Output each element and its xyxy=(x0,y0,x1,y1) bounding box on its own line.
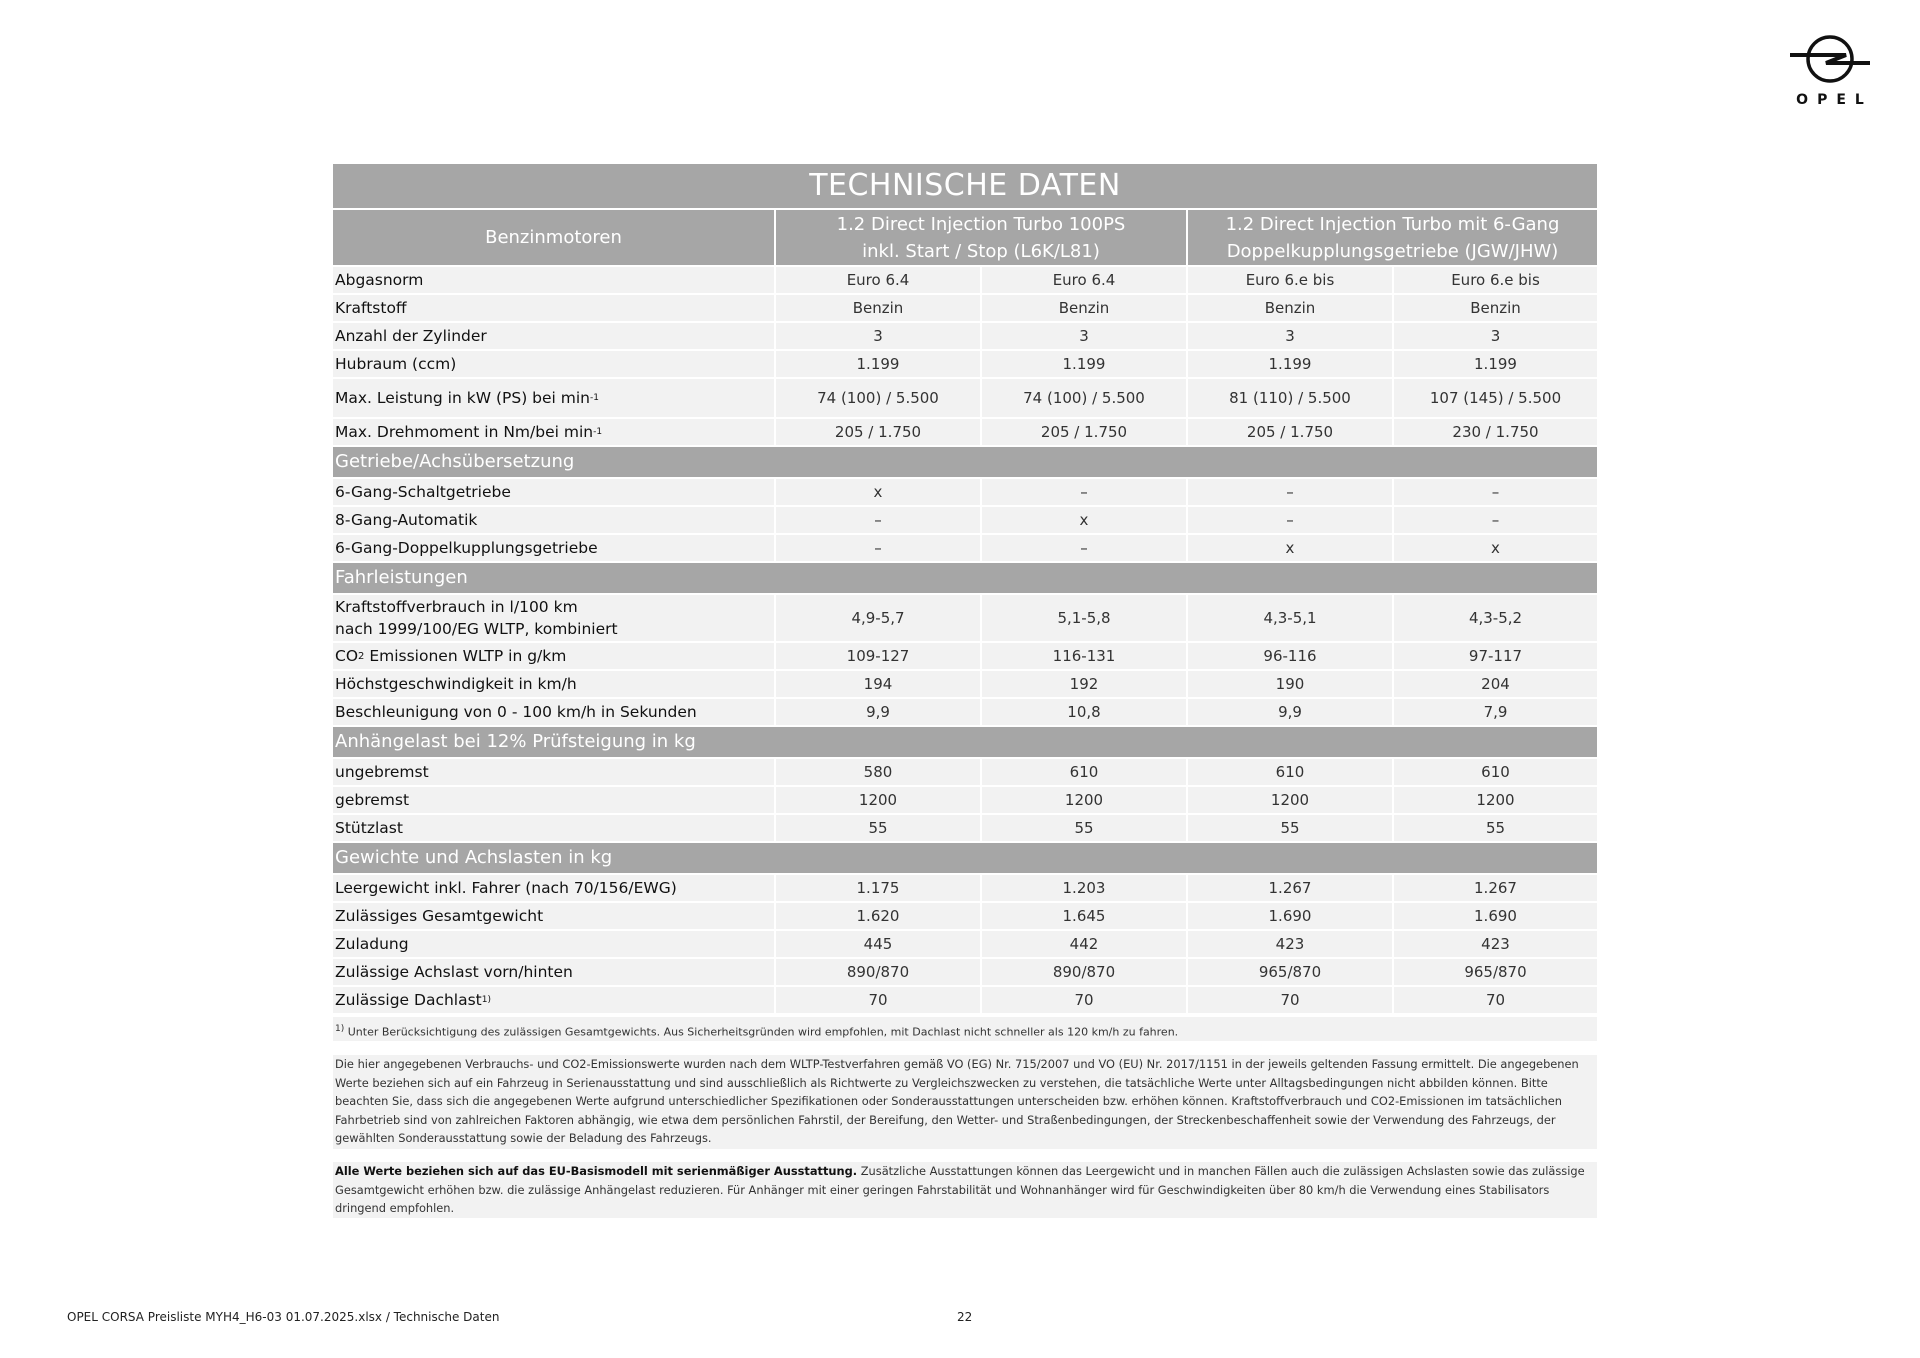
table-cell: 1.203 xyxy=(980,873,1186,901)
table-cell: 1200 xyxy=(1186,785,1392,813)
footnote-text: Unter Berücksichtigung des zulässigen Gesamtgewichts. Aus Sicherheitsgründen wird empfohlen, mit Dachlast nicht schneller als 120 km/h zu fahren. xyxy=(344,1025,1179,1039)
brand-wordmark: OPEL xyxy=(1796,92,1873,108)
table-cell: Benzin xyxy=(1186,293,1392,321)
table-cell: 70 xyxy=(1392,985,1597,1013)
wltp-note: Die hier angegebenen Verbrauchs- und CO2-Emissionswerte wurden nach dem WLTP-Testverfahren gemäß VO (EG) Nr. 715/2007 und VO (EU) Nr. 2017/1151 in der jeweils geltenden Fassung ermittelt. Die angegebenen Werte beziehen sich auf ein Fahrzeug in Serienausstattung und sind ausschließlich als Richtwerte zu Vergleichszwecken zu verstehen, die tatsächliche Werte unter Alltagsbedingungen nicht abbilden können. Bitte beachten Sie, dass sich die angegebenen Werte aufgrund unterschiedlicher Spezifikationen oder Sonderausstattungen unterscheiden bzw. erhöhen können. Kraftstoffverbrauch und CO2-Emissionen im tatsächlichen Fahrbetrieb sind von zahlreichen Faktoren abhängig, wie etwa dem persönlichen Fahrstil, der Bereifung, den Wetter- und Straßenbedingungen, der Streckenbeschaffenheit sowie der Verwendung des Fahrzeugs, der gewählten Sonderausstattung sowie der Beladung des Fahrzeugs. xyxy=(333,1055,1597,1149)
table-cell: – xyxy=(774,533,980,561)
table-cell: x xyxy=(980,505,1186,533)
table-cell: 423 xyxy=(1392,929,1597,957)
table-cell: 1.175 xyxy=(774,873,980,901)
opel-blitz-icon xyxy=(1788,30,1872,88)
row-label-sub: 2 xyxy=(358,650,365,662)
row-label-text: Zulässiges Gesamtgewicht xyxy=(335,907,544,925)
table-cell: 445 xyxy=(774,929,980,957)
table-cell: – xyxy=(774,505,980,533)
row-label-text: 8-Gang-Automatik xyxy=(335,511,478,529)
footnote xyxy=(333,1017,1597,1041)
table-cell: 3 xyxy=(980,321,1186,349)
row-label-text: gebremst xyxy=(335,791,410,809)
table-cell: 1.645 xyxy=(980,901,1186,929)
table-cell: 116-131 xyxy=(980,641,1186,669)
row-label-post: Emissionen WLTP in g/km xyxy=(364,647,567,665)
table-cell: Euro 6.4 xyxy=(774,265,980,293)
table-cell: Benzin xyxy=(774,293,980,321)
row-label-text: 6-Gang-Schaltgetriebe xyxy=(335,483,511,501)
header-engine-1-line-2: inkl. Start / Stop (L6K/L81) xyxy=(862,240,1100,262)
row-label-sup: -1 xyxy=(593,427,603,437)
header-engine-1-line-1: 1.2 Direct Injection Turbo 100PS xyxy=(836,213,1126,235)
table-cell: 442 xyxy=(980,929,1186,957)
row-label xyxy=(333,757,774,785)
header-engine-1 xyxy=(774,208,1186,265)
table-cell: – xyxy=(1186,477,1392,505)
table-cell: 1.199 xyxy=(1392,349,1597,377)
table-cell: 4,3-5,2 xyxy=(1392,593,1597,641)
row-label xyxy=(333,533,774,561)
row-label-pre: CO xyxy=(335,647,359,665)
row-label-text: Beschleunigung von 0 - 100 km/h in Sekunden xyxy=(335,703,697,721)
table-cell: 55 xyxy=(1392,813,1597,841)
table-cell: 1.267 xyxy=(1392,873,1597,901)
table-cell: 96-116 xyxy=(1186,641,1392,669)
row-label-text: Max. Drehmoment in Nm/bei min xyxy=(335,423,594,441)
table-cell: – xyxy=(980,477,1186,505)
table-cell: 3 xyxy=(1392,321,1597,349)
basis-note-bold: Alle Werte beziehen sich auf das EU-Basismodell mit serienmäßiger Ausstattung. xyxy=(335,1164,858,1178)
page-number: 22 xyxy=(957,1310,973,1324)
header-label: Benzinmotoren xyxy=(333,208,774,265)
row-label xyxy=(333,669,774,697)
table-cell: 1200 xyxy=(1392,785,1597,813)
row-label-text: Stützlast xyxy=(335,819,403,837)
table-cell: 1.690 xyxy=(1186,901,1392,929)
table-cell: 7,9 xyxy=(1392,697,1597,725)
row-label-text: Kraftstoff xyxy=(335,299,407,317)
table-cell: Euro 6.e bis xyxy=(1392,265,1597,293)
row-label-sup: 1) xyxy=(481,995,491,1005)
table-cell: 205 / 1.750 xyxy=(980,417,1186,445)
row-label xyxy=(333,697,774,725)
row-label-text: 6-Gang-Doppelkupplungsgetriebe xyxy=(335,539,598,557)
table-cell: – xyxy=(1186,505,1392,533)
table-cell: 3 xyxy=(1186,321,1392,349)
row-label xyxy=(333,873,774,901)
table-cell: 4,3-5,1 xyxy=(1186,593,1392,641)
table-cell: Benzin xyxy=(1392,293,1597,321)
row-label xyxy=(333,929,774,957)
table-cell: 55 xyxy=(774,813,980,841)
tech-data-table xyxy=(333,164,1597,1013)
table-cell: Euro 6.e bis xyxy=(1186,265,1392,293)
table-cell: 205 / 1.750 xyxy=(774,417,980,445)
table-cell: 205 / 1.750 xyxy=(1186,417,1392,445)
table-cell: Euro 6.4 xyxy=(980,265,1186,293)
row-label xyxy=(333,477,774,505)
table-cell: 1.199 xyxy=(774,349,980,377)
table-cell: 1.199 xyxy=(980,349,1186,377)
basis-note xyxy=(333,1162,1597,1218)
header-engine-2-line-2: Doppelkupplungsgetriebe (JGW/JHW) xyxy=(1226,240,1559,262)
row-label xyxy=(333,785,774,813)
row-label-text: Zulässige Dachlast xyxy=(335,991,482,1009)
row-label-text: Höchstgeschwindigkeit in km/h xyxy=(335,675,577,693)
table-cell: 1.267 xyxy=(1186,873,1392,901)
table-cell: 70 xyxy=(980,985,1186,1013)
table-cell: 70 xyxy=(1186,985,1392,1013)
table-cell: x xyxy=(1392,533,1597,561)
section-header: Getriebe/Achsübersetzung xyxy=(333,445,1597,477)
table-cell: 9,9 xyxy=(774,697,980,725)
table-title: TECHNISCHE DATEN xyxy=(333,164,1597,208)
table-cell: Benzin xyxy=(980,293,1186,321)
table-cell: 204 xyxy=(1392,669,1597,697)
section-header: Fahrleistungen xyxy=(333,561,1597,593)
table-cell: 1200 xyxy=(774,785,980,813)
row-label xyxy=(333,321,774,349)
row-label-line: Kraftstoffverbrauch in l/100 km xyxy=(335,598,578,616)
row-label-text: Max. Leistung in kW (PS) bei min xyxy=(335,389,591,407)
row-label-text: Zuladung xyxy=(335,935,409,953)
row-label xyxy=(333,901,774,929)
row-label xyxy=(333,417,774,445)
table-cell: 107 (145) / 5.500 xyxy=(1392,377,1597,417)
row-label xyxy=(333,957,774,985)
row-label-text: ungebremst xyxy=(335,763,429,781)
table-cell: 74 (100) / 5.500 xyxy=(980,377,1186,417)
table-cell: x xyxy=(774,477,980,505)
table-cell: 1.199 xyxy=(1186,349,1392,377)
table-cell: 5,1-5,8 xyxy=(980,593,1186,641)
row-label xyxy=(333,505,774,533)
row-label xyxy=(333,641,774,669)
table-cell: 55 xyxy=(1186,813,1392,841)
row-label-text: Anzahl der Zylinder xyxy=(335,327,487,345)
table-cell: 192 xyxy=(980,669,1186,697)
table-cell: 580 xyxy=(774,757,980,785)
footer-source: OPEL CORSA Preisliste MYH4_H6-03 01.07.2025.xlsx / Technische Daten xyxy=(67,1310,500,1324)
table-cell: 81 (110) / 5.500 xyxy=(1186,377,1392,417)
table-cell: 1.690 xyxy=(1392,901,1597,929)
section-header: Anhängelast bei 12% Prüfsteigung in kg xyxy=(333,725,1597,757)
table-cell: x xyxy=(1186,533,1392,561)
row-label-text: Abgasnorm xyxy=(335,271,424,289)
footnote-mark: 1) xyxy=(335,1024,345,1034)
table-grid xyxy=(333,208,1597,1013)
table-cell: 55 xyxy=(980,813,1186,841)
table-cell: – xyxy=(1392,477,1597,505)
table-cell: 610 xyxy=(980,757,1186,785)
table-cell: 109-127 xyxy=(774,641,980,669)
table-cell: 70 xyxy=(774,985,980,1013)
table-cell: – xyxy=(980,533,1186,561)
row-label xyxy=(333,985,774,1013)
section-header: Gewichte und Achslasten in kg xyxy=(333,841,1597,873)
table-cell: 890/870 xyxy=(774,957,980,985)
row-label-line: nach 1999/100/EG WLTP, kombiniert xyxy=(335,620,618,638)
row-label xyxy=(333,265,774,293)
table-cell: – xyxy=(1392,505,1597,533)
basis-note-text: Zusätzliche Ausstattungen können das Leergewicht und in manchen Fällen auch die zulässigen Achslasten sowie das zulässige Gesamtgewicht erhöhen bzw. die zulässige Anhängelast reduzieren. Für Anhänger mit einer geringen Fahrstabilität und Wohnanhänger wird für Geschwindigkeiten über 80 km/h die Verwendung eines Stabilisators dringend empfohlen. xyxy=(335,1164,1585,1216)
opel-logo xyxy=(1785,30,1875,110)
table-cell: 965/870 xyxy=(1392,957,1597,985)
table-cell: 610 xyxy=(1392,757,1597,785)
table-cell: 965/870 xyxy=(1186,957,1392,985)
table-cell: 9,9 xyxy=(1186,697,1392,725)
table-cell: 1200 xyxy=(980,785,1186,813)
row-label xyxy=(333,349,774,377)
table-cell: 194 xyxy=(774,669,980,697)
row-label-sup: -1 xyxy=(590,393,599,403)
row-label xyxy=(333,593,774,641)
header-engine-2 xyxy=(1186,208,1597,265)
row-label xyxy=(333,377,774,417)
table-cell: 3 xyxy=(774,321,980,349)
row-label xyxy=(333,293,774,321)
row-label xyxy=(333,813,774,841)
row-label-text: Hubraum (ccm) xyxy=(335,355,457,373)
table-cell: 10,8 xyxy=(980,697,1186,725)
table-cell: 4,9-5,7 xyxy=(774,593,980,641)
row-label-text: Leergewicht inkl. Fahrer (nach 70/156/EWG) xyxy=(335,879,677,897)
table-cell: 190 xyxy=(1186,669,1392,697)
table-cell: 74 (100) / 5.500 xyxy=(774,377,980,417)
table-cell: 230 / 1.750 xyxy=(1392,417,1597,445)
table-cell: 1.620 xyxy=(774,901,980,929)
table-cell: 423 xyxy=(1186,929,1392,957)
table-cell: 890/870 xyxy=(980,957,1186,985)
row-label-text: Zulässige Achslast vorn/hinten xyxy=(335,963,573,981)
header-engine-2-line-1: 1.2 Direct Injection Turbo mit 6-Gang xyxy=(1225,213,1560,235)
table-cell: 610 xyxy=(1186,757,1392,785)
table-cell: 97-117 xyxy=(1392,641,1597,669)
